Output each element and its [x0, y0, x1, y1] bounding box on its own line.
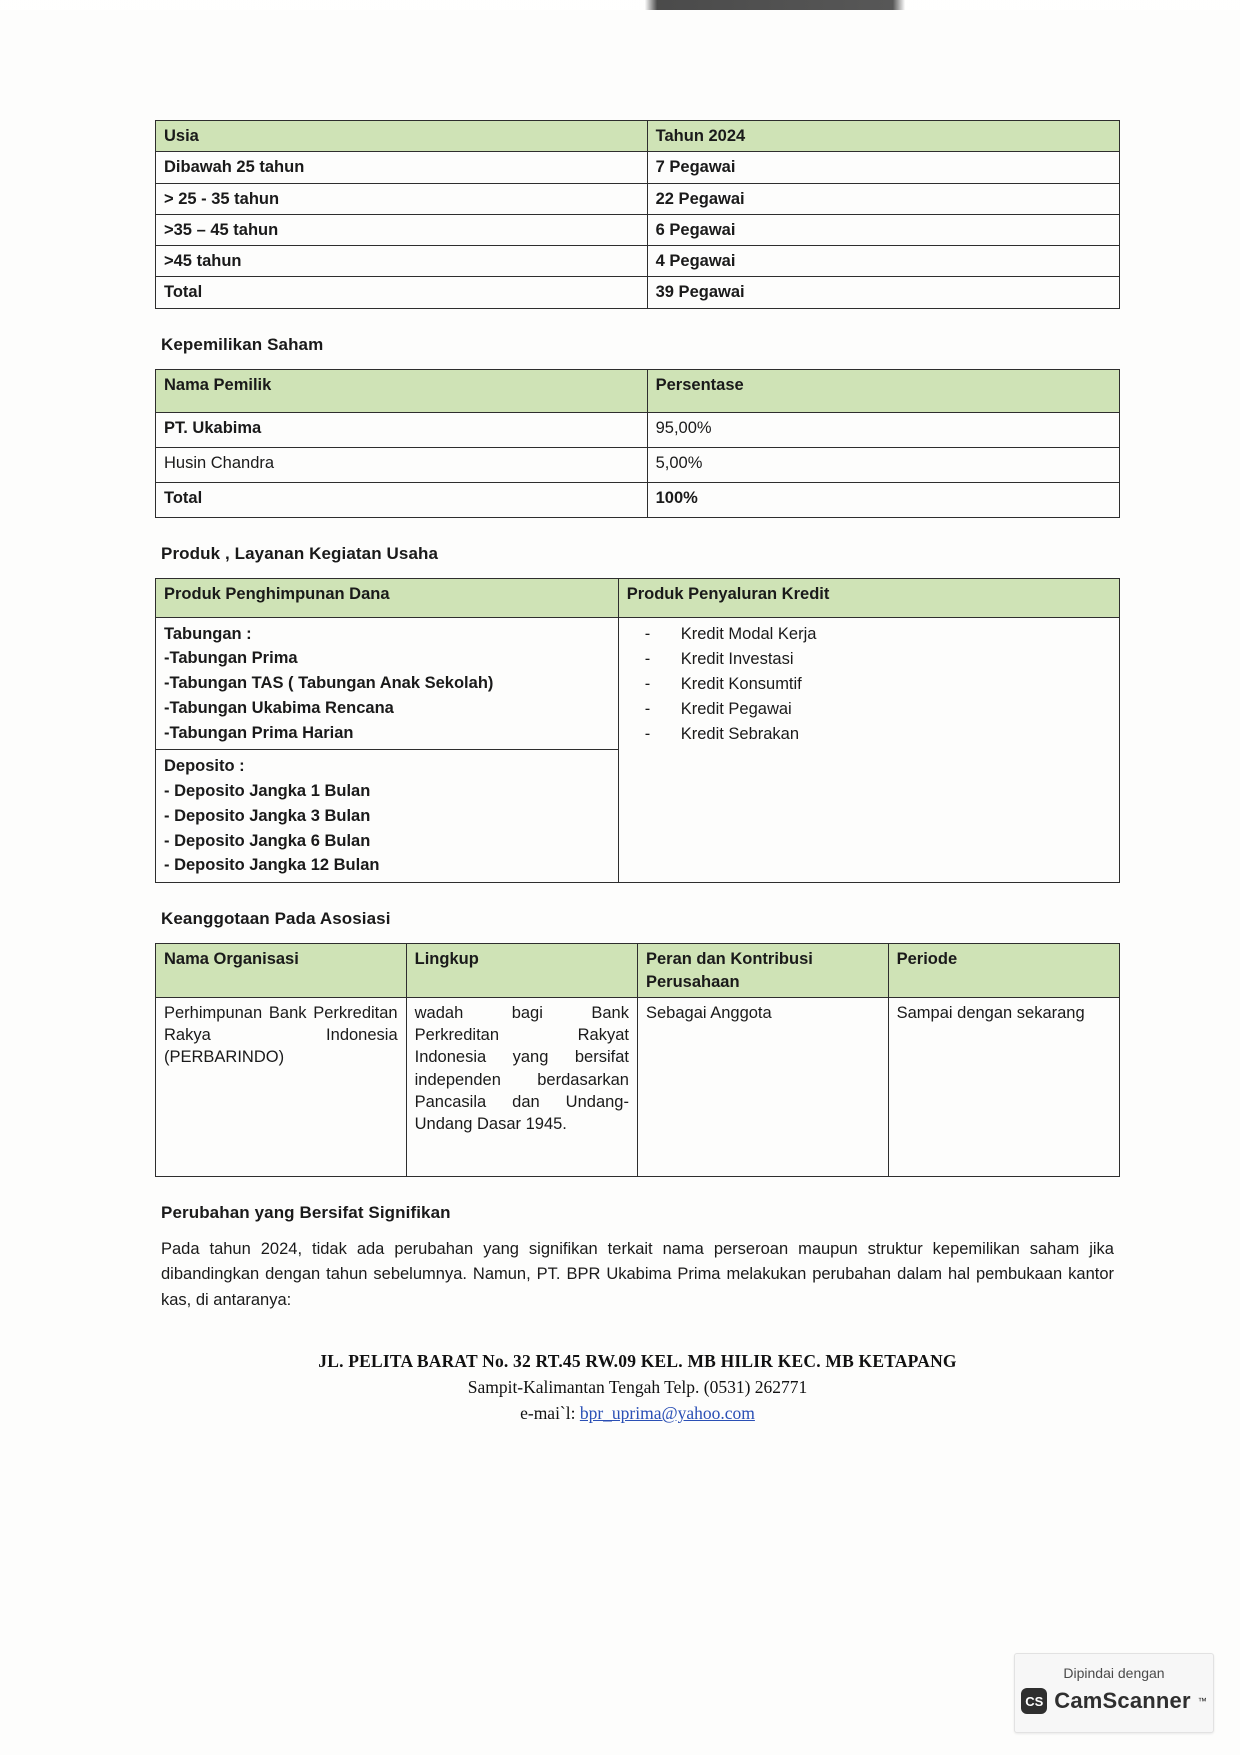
watermark-brand-name: CamScanner [1054, 1688, 1191, 1713]
col-header-lingkup: Lingkup [406, 944, 637, 998]
table-row-total [156, 277, 1120, 308]
cell-owner-percent: 5,00% [647, 447, 1119, 482]
col-header-penyaluran-kredit: Produk Penyaluran Kredit [618, 578, 1119, 617]
cell-value: 22 Pegawai [647, 183, 1119, 214]
savings-item: -Tabungan Ukabima Rencana [164, 698, 394, 717]
cell-tabungan-list [156, 617, 619, 750]
table-row-total [156, 482, 1120, 517]
table-header-row [156, 578, 1120, 617]
heading-perubahan-signifikan: Perubahan yang Bersifat Signifikan [161, 1202, 451, 1222]
col-header-penghimpunan-dana: Produk Penghimpunan Dana [156, 578, 619, 617]
deposit-item: - Deposito Jangka 6 Bulan [164, 831, 371, 850]
cell-owner-name: Husin Chandra [156, 447, 648, 482]
deposit-item: - Deposito Jangka 12 Bulan [164, 856, 380, 875]
col-header-periode: Periode [888, 944, 1119, 998]
deposit-item: - Deposito Jangka 1 Bulan [164, 782, 371, 801]
scan-artifact-top [0, 0, 1240, 10]
association-table [155, 943, 1120, 1177]
footer-email-link[interactable]: bpr_uprima@yahoo.com [579, 1403, 755, 1424]
cell-organisasi: Perhimpunan Bank Perkreditan Rakya Indonesia (PERBARINDO) [156, 997, 407, 1176]
watermark-trademark: ™ [1197, 1696, 1207, 1706]
table-header-row [156, 121, 1120, 152]
col-header-tahun: Tahun 2024 [647, 121, 1119, 152]
table-row [156, 246, 1120, 277]
heading-keanggotaan-asosiasi: Keanggotaan Pada Asosiasi [161, 909, 391, 929]
watermark-caption: Dipindai dengan [1063, 1665, 1165, 1681]
cell-value: 6 Pegawai [647, 214, 1119, 245]
heading-produk-layanan: Produk , Layanan Kegiatan Usaha [161, 543, 439, 563]
cell-usia: > 25 - 35 tahun [156, 183, 648, 214]
savings-title: Tabungan : [164, 624, 252, 643]
footer-email-label: e-mai`l: [520, 1403, 576, 1424]
cell-kredit-list [618, 617, 1119, 883]
footer-email-line [155, 1400, 1120, 1426]
shareholders-table [155, 369, 1120, 518]
table-header-row [156, 369, 1120, 412]
credit-item: - Kredit Pegawai [627, 697, 1111, 722]
table-row [156, 997, 1120, 1176]
watermark-brand [1015, 1688, 1213, 1714]
table-header-row [156, 944, 1120, 998]
cell-usia: >35 – 45 tahun [156, 214, 648, 245]
paragraph-perubahan: Pada tahun 2024, tidak ada perubahan yang signifikan terkait nama perseroan maupun struktur kepemilikan saham jika dibandingkan dengan tahun sebelumnya. Namun, PT. BPR Ukabima Prima melakukan perubahan dalam hal pembukaan kantor kas, di antaranya: [161, 1239, 1114, 1309]
employee-age-table [155, 120, 1120, 309]
cell-periode: Sampai dengan sekarang [888, 997, 1119, 1176]
footer-address: JL. PELITA BARAT No. 32 RT.45 RW.09 KEL. MB HILIR KEC. MB KETAPANG [318, 1350, 957, 1371]
heading-kepemilikan-saham: Kepemilikan Saham [161, 334, 324, 354]
deposit-title: Deposito : [164, 757, 245, 776]
cell-total-label: Total [156, 482, 648, 517]
col-header-usia: Usia [156, 121, 648, 152]
cell-value: 4 Pegawai [647, 246, 1119, 277]
col-header-nama-pemilik: Nama Pemilik [156, 369, 648, 412]
credit-item: - Kredit Konsumtif [627, 672, 1111, 697]
cell-owner-percent: 95,00% [647, 412, 1119, 447]
cell-total-value: 100% [647, 482, 1119, 517]
cell-peran: Sebagai Anggota [637, 997, 888, 1176]
document-footer [155, 1348, 1120, 1427]
savings-item: -Tabungan Prima [164, 649, 298, 668]
deposit-item: - Deposito Jangka 3 Bulan [164, 806, 371, 825]
table-row [156, 183, 1120, 214]
cell-usia: Dibawah 25 tahun [156, 152, 648, 183]
camscanner-watermark [1014, 1653, 1214, 1733]
col-header-nama-organisasi: Nama Organisasi [156, 944, 407, 998]
camscanner-logo-icon: CS [1021, 1688, 1047, 1714]
savings-item: -Tabungan Prima Harian [164, 723, 354, 742]
cell-deposito-list [156, 750, 619, 883]
table-row [156, 214, 1120, 245]
savings-item: -Tabungan TAS ( Tabungan Anak Sekolah) [164, 674, 494, 693]
cell-total-value: 39 Pegawai [647, 277, 1119, 308]
products-table [155, 578, 1120, 884]
col-header-peran-kontribusi: Peran dan Kontribusi Perusahaan [637, 944, 888, 998]
credit-item: - Kredit Modal Kerja [627, 622, 1111, 647]
cell-value: 7 Pegawai [647, 152, 1119, 183]
document-content [155, 120, 1120, 1426]
credit-item: - Kredit Investasi [627, 647, 1111, 672]
table-row-savings [156, 617, 1120, 750]
table-row [156, 412, 1120, 447]
table-row [156, 447, 1120, 482]
cell-usia: >45 tahun [156, 246, 648, 277]
cell-total-label: Total [156, 277, 648, 308]
table-row [156, 152, 1120, 183]
credit-item: - Kredit Sebrakan [627, 722, 1111, 747]
col-header-persentase: Persentase [647, 369, 1119, 412]
cell-lingkup: wadah bagi Bank Perkreditan Rakyat Indonesia yang bersifat independen berdasarkan Pancasila dan Undang-Undang Dasar 1945. [406, 997, 637, 1176]
footer-city-phone: Sampit-Kalimantan Tengah Telp. (0531) 262771 [467, 1376, 808, 1397]
cell-owner-name: PT. Ukabima [156, 412, 648, 447]
